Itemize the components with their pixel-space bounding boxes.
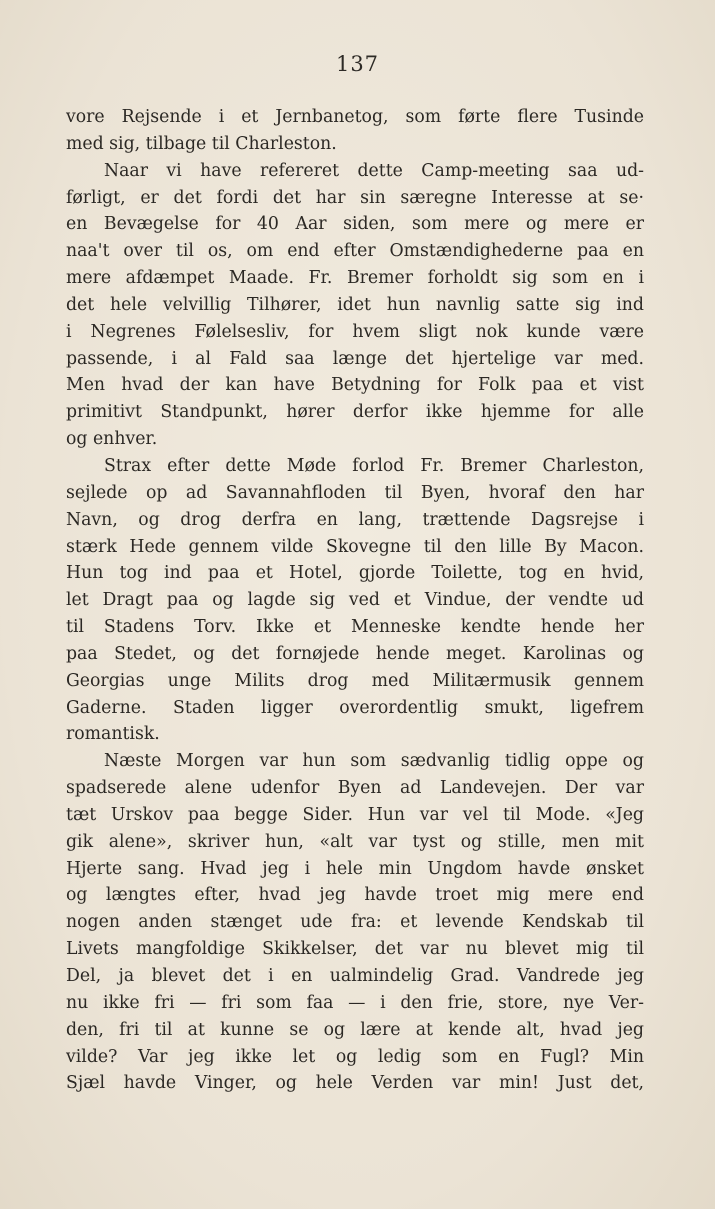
- text-line: mere afdæmpet Maade. Fr. Bremer forholdt sig som en i: [66, 268, 644, 289]
- text-line: med sig, tilbage til Charleston.: [66, 133, 337, 154]
- text-line: sejlede op ad Savannahfloden til Byen, hvoraf den har: [66, 482, 644, 503]
- text-line: Men hvad der kan have Betydning for Folk paa et vist: [66, 375, 644, 396]
- text-line: og enhver.: [66, 429, 158, 450]
- page-number: 137: [335, 52, 380, 76]
- text-line: den, fri til at kunne se og lære at kende alt, hvad jeg: [66, 1019, 644, 1040]
- text-line: en Bevægelse for 40 Aar siden, som mere og mere er: [66, 214, 644, 235]
- text-line: det hele velvillig Tilhører, idet hun navnlig satte sig ind: [66, 294, 644, 315]
- text-line: Sjæl havde Vinger, og hele Verden var min! Just det,: [66, 1073, 644, 1094]
- text-line: Livets mangfoldige Skikkelser, det var nu blevet mig til: [66, 939, 644, 960]
- text-line: Del, ja blevet det i en ualmindelig Grad. Vandrede jeg: [66, 966, 644, 986]
- text-line: vilde? Var jeg ikke let og ledig som en Fugl? Min: [66, 1046, 644, 1067]
- text-line: naa't over til os, om end efter Omstændighederne paa en: [66, 241, 644, 262]
- text-line: primitivt Standpunkt, hører derfor ikke hjemme for alle: [66, 402, 644, 423]
- body-text: [66, 104, 644, 1097]
- text-line: Navn, og drog derfra en lang, trættende Dagsrejse i: [66, 509, 644, 530]
- text-line: tæt Urskov paa begge Sider. Hun var vel til Mode. «Jeg: [66, 804, 644, 825]
- text-line: førligt, er det fordi det har sin særegne Interesse at se·: [66, 187, 644, 208]
- text-line: gik alene», skriver hun, «alt var tyst og stille, men mit: [66, 831, 644, 852]
- text-line: Gaderne. Staden ligger overordentlig smukt, ligefrem: [66, 697, 644, 718]
- text-line: Hjerte sang. Hvad jeg i hele min Ungdom havde ønsket: [66, 858, 644, 879]
- text-line: Strax efter dette Møde forlod Fr. Bremer Charleston,: [104, 455, 644, 476]
- text-line: romantisk.: [66, 724, 160, 745]
- text-line: nogen anden stænget ude fra: et levende Kendskab til: [66, 912, 644, 933]
- text-line: Naar vi have refereret dette Camp-meeting saa ud-: [104, 160, 644, 181]
- text-line: let Dragt paa og lagde sig ved et Vindue, der vendte ud: [66, 590, 644, 611]
- text-line: Georgias unge Milits drog med Militærmusik gennem: [66, 670, 644, 691]
- text-line: til Stadens Torv. Ikke et Menneske kendte hende her: [66, 617, 644, 638]
- text-line: og længtes efter, hvad jeg havde troet mig mere end: [66, 885, 644, 906]
- text-line: Hun tog ind paa et Hotel, gjorde Toilette, tog en hvid,: [66, 563, 644, 584]
- text-line: nu ikke fri — fri som faa — i den frie, store, nye Ver-: [66, 992, 644, 1013]
- text-line: passende, i al Fald saa længe det hjertelige var med.: [66, 348, 644, 369]
- text-line: paa Stedet, og det fornøjede hende meget. Karolinas og: [66, 643, 644, 664]
- text-line: vore Rejsende i et Jernbanetog, som førte flere Tusinde: [66, 107, 644, 127]
- text-line: i Negrenes Følelsesliv, for hvem sligt nok kunde være: [66, 321, 644, 342]
- text-line: Næste Morgen var hun som sædvanlig tidlig oppe og: [104, 751, 644, 772]
- text-line: stærk Hede gennem vilde Skovegne til den lille By Macon.: [66, 536, 644, 557]
- text-line: spadserede alene udenfor Byen ad Landevejen. Der var: [66, 778, 644, 799]
